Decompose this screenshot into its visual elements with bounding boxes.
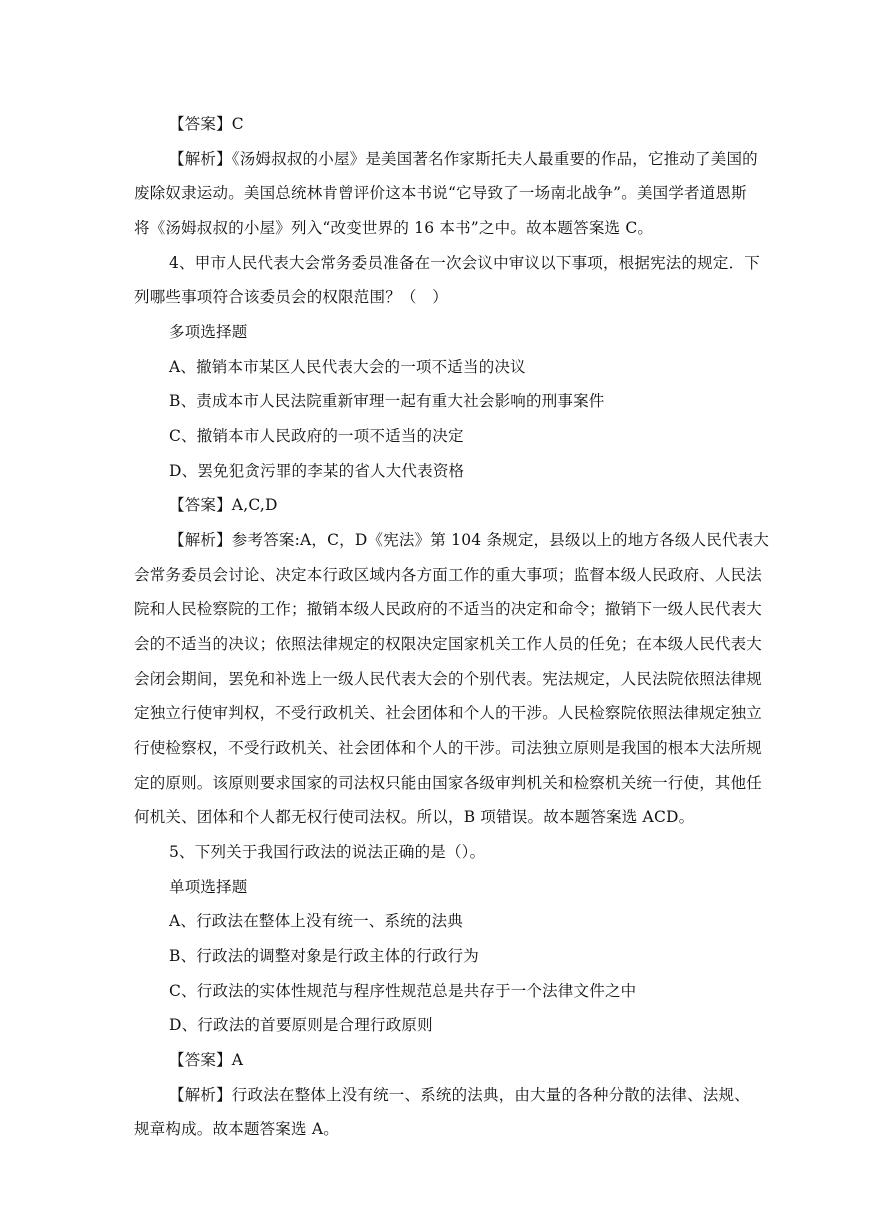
question-4-option-c: C、撤销本市人民政府的一项不适当的决定 <box>169 427 464 445</box>
explanation-line-q5-1: 【解析】行政法在整体上没有统一、系统的法典，由大量的各种分散的法律、法规、 <box>169 1086 750 1104</box>
question-4-type: 多项选择题 <box>169 323 248 341</box>
question-5-stem: 5、下列关于我国行政法的说法正确的是（）。 <box>169 843 486 861</box>
question-4-option-d: D、罢免犯贪污罪的李某的省人大代表资格 <box>169 462 465 480</box>
answer-line-q4: 【答案】A,C,D <box>169 496 278 514</box>
question-4-stem-2: 列哪些事项符合该委员会的权限范围？（ ） <box>134 288 449 306</box>
explanation-line-q4-1: 【解析】参考答案:A，C，D《宪法》第 104 条规定，县级以上的地方各级人民代表大 <box>169 531 770 549</box>
question-4-stem-1: 4、甲市人民代表大会常务委员准备在一次会议中审议以下事项，根据宪法的规定．下 <box>169 254 760 272</box>
explanation-line-q4-2: 会常务委员会讨论、决定本行政区域内各方面工作的重大事项；监督本级人民政府、人民法 <box>134 566 763 584</box>
explanation-line-q4-7: 行使检察权，不受行政机关、社会团体和个人的干涉。司法独立原则是我国的根本大法所规 <box>134 739 763 757</box>
question-4-option-a: A、撤销本市某区人民代表大会的一项不适当的决议 <box>169 358 526 376</box>
question-5-option-c: C、行政法的实体性规范与程序性规范总是共存于一个法律文件之中 <box>169 982 637 1000</box>
explanation-line-q4-5: 会闭会期间，罢免和补选上一级人民代表大会的个别代表。宪法规定，人民法院依照法律规 <box>134 670 763 688</box>
explanation-line-q4-6: 定独立行使审判权，不受行政机关、社会团体和个人的干涉。人民检察院依照法律规定独立 <box>134 704 763 722</box>
question-5-option-a: A、行政法在整体上没有统一、系统的法典 <box>169 912 463 930</box>
explanation-line-q4-3: 院和人民检察院的工作；撤销本级人民政府的不适当的决定和命令；撤销下一级人民代表大 <box>134 600 763 618</box>
answer-line-q5: 【答案】A <box>169 1051 244 1069</box>
explanation-line-q4-8: 定的原则。该原则要求国家的司法权只能由国家各级审判机关和检察机关统一行使，其他任 <box>134 774 763 792</box>
question-5-option-d: D、行政法的首要原则是合理行政原则 <box>169 1016 433 1034</box>
explanation-line-q4-4: 会的不适当的决议；依照法律规定的权限决定国家机关工作人员的任免；在本级人民代表大 <box>134 635 763 653</box>
explanation-line-q3-1: 【解析】《汤姆叔叔的小屋》是美国著名作家斯托夫人最重要的作品，它推动了美国的 <box>169 150 758 168</box>
explanation-line-q5-2: 规章构成。故本题答案选 A。 <box>134 1120 339 1138</box>
question-5-option-b: B、行政法的调整对象是行政主体的行政行为 <box>169 947 479 965</box>
explanation-line-q3-2: 废除奴隶运动。美国总统林肯曾评价这本书说“它导致了一场南北战争”。美国学者道恩斯 <box>134 184 747 202</box>
answer-line-q3: 【答案】C <box>169 115 244 133</box>
question-5-type: 单项选择题 <box>169 878 248 896</box>
explanation-line-q3-3: 将《汤姆叔叔的小屋》列入“改变世界的 16 本书”之中。故本题答案选 C。 <box>134 219 654 237</box>
question-4-option-b: B、责成本市人民法院重新审理一起有重大社会影响的刑事案件 <box>169 392 605 410</box>
explanation-line-q4-9: 何机关、团体和个人都无权行使司法权。所以，B 项错误。故本题答案选 ACD。 <box>134 808 695 826</box>
